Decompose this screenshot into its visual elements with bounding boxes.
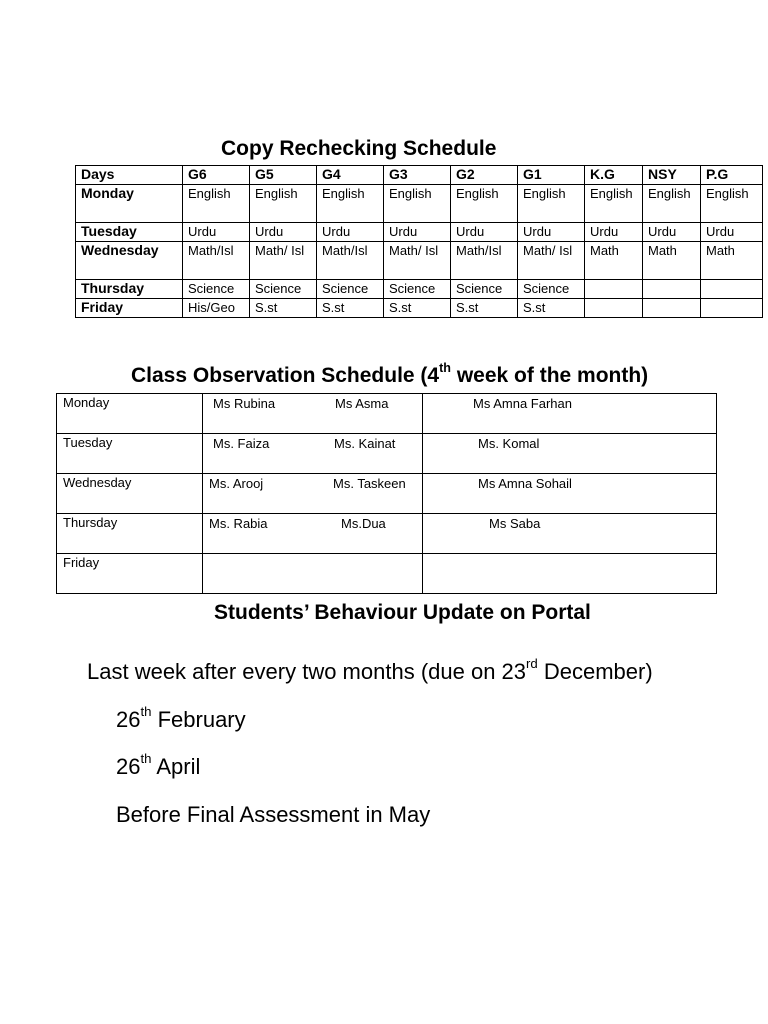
line-text: 26 [116, 707, 141, 732]
subject-cell: Urdu [518, 223, 585, 242]
subject-cell: English [643, 185, 701, 223]
subject-cell [643, 299, 701, 318]
header-cell: G2 [451, 166, 518, 185]
copy-rechecking-table [75, 165, 763, 318]
day-cell: Thursday [76, 280, 183, 299]
subject-cell: Urdu [384, 223, 451, 242]
header-row [76, 166, 763, 185]
title-text: week of the month) [451, 364, 649, 387]
observer-name: Ms. Faiza [213, 436, 270, 451]
table-row [57, 394, 717, 434]
subject-cell [701, 280, 763, 299]
copy-rechecking-title: Copy Rechecking Schedule [221, 137, 497, 160]
header-cell: G3 [384, 166, 451, 185]
observer-name: Ms Amna Farhan [473, 396, 572, 411]
line-sup: th [140, 704, 152, 719]
day-cell: Friday [76, 299, 183, 318]
observer-cell [203, 474, 423, 514]
observer-name: Ms. Arooj [209, 476, 264, 491]
title-text: Class Observation Schedule (4 [131, 364, 440, 387]
subject-cell: English [250, 185, 317, 223]
table-row [76, 242, 763, 280]
subject-cell: Math/ Isl [518, 242, 585, 280]
observer-cell [423, 554, 717, 594]
subject-cell [585, 280, 643, 299]
subject-cell: S.st [451, 299, 518, 318]
line-text: December) [537, 659, 653, 684]
subject-cell [643, 280, 701, 299]
observer-name: Ms. Rabia [209, 516, 268, 531]
table-row [57, 474, 717, 514]
observer-name: Ms Asma [335, 396, 389, 411]
subject-cell: S.st [518, 299, 585, 318]
observer-cell [203, 514, 423, 554]
header-cell: G6 [183, 166, 250, 185]
subject-cell: English [384, 185, 451, 223]
subject-cell: English [451, 185, 518, 223]
observer-cell [203, 554, 423, 594]
subject-cell: Science [518, 280, 585, 299]
class-observation-table [56, 393, 717, 594]
line-text: February [151, 707, 246, 732]
subject-cell: Math/ Isl [384, 242, 451, 280]
subject-cell: Math [585, 242, 643, 280]
subject-cell: Urdu [643, 223, 701, 242]
subject-cell: Urdu [250, 223, 317, 242]
subject-cell: Math/Isl [183, 242, 250, 280]
day-cell: Thursday [57, 514, 203, 554]
observer-name: Ms Amna Sohail [478, 476, 572, 491]
header-cell: Days [76, 166, 183, 185]
header-cell: G4 [317, 166, 384, 185]
subject-cell: Math [701, 242, 763, 280]
title-sup: th [439, 361, 451, 375]
day-cell: Wednesday [57, 474, 203, 514]
line-sup: rd [526, 656, 538, 671]
behaviour-line: Before Final Assessment in May [116, 802, 431, 827]
header-cell: K.G [585, 166, 643, 185]
behaviour-line [116, 751, 201, 780]
observer-cell [423, 474, 717, 514]
line-text: Last week after every two months (due on 23 [87, 659, 527, 684]
observer-name: Ms.Dua [341, 516, 386, 531]
observer-cell [423, 434, 717, 474]
subject-cell: S.st [250, 299, 317, 318]
subject-cell: Science [317, 280, 384, 299]
behaviour-line [116, 704, 246, 733]
behaviour-line [87, 656, 653, 685]
subject-cell: Math/Isl [317, 242, 384, 280]
subject-cell: S.st [384, 299, 451, 318]
observer-name: Ms. Komal [478, 436, 540, 451]
table-row [57, 514, 717, 554]
subject-cell [585, 299, 643, 318]
subject-cell: Urdu [701, 223, 763, 242]
day-cell: Tuesday [57, 434, 203, 474]
table-row [57, 554, 717, 594]
day-cell: Monday [57, 394, 203, 434]
subject-cell [701, 299, 763, 318]
subject-cell: English [183, 185, 250, 223]
line-text: 26 [116, 754, 141, 779]
table-row [76, 299, 763, 318]
subject-cell: Science [183, 280, 250, 299]
table-row [76, 223, 763, 242]
header-cell: G1 [518, 166, 585, 185]
line-sup: th [140, 751, 152, 766]
table-row [57, 434, 717, 474]
day-cell: Monday [76, 185, 183, 223]
header-cell: P.G [701, 166, 763, 185]
observer-cell [203, 394, 423, 434]
subject-cell: Science [451, 280, 518, 299]
day-cell: Tuesday [76, 223, 183, 242]
subject-cell: English [701, 185, 763, 223]
day-cell: Friday [57, 554, 203, 594]
subject-cell: Math/Isl [451, 242, 518, 280]
class-observation-title [131, 361, 649, 388]
subject-cell: Urdu [585, 223, 643, 242]
subject-cell: Science [250, 280, 317, 299]
observer-cell [203, 434, 423, 474]
line-text: April [151, 754, 201, 779]
subject-cell: Math [643, 242, 701, 280]
observer-name: Ms Rubina [213, 396, 276, 411]
subject-cell: Urdu [183, 223, 250, 242]
behaviour-title: Students’ Behaviour Update on Portal [214, 601, 591, 624]
observer-cell [423, 394, 717, 434]
table-row [76, 280, 763, 299]
subject-cell: Science [384, 280, 451, 299]
subject-cell: His/Geo [183, 299, 250, 318]
subject-cell: Urdu [317, 223, 384, 242]
subject-cell: Math/ Isl [250, 242, 317, 280]
observer-name: Ms Saba [489, 516, 541, 531]
table-row [76, 185, 763, 223]
observer-cell [423, 514, 717, 554]
subject-cell: English [317, 185, 384, 223]
subject-cell: English [585, 185, 643, 223]
observer-name: Ms. Taskeen [333, 476, 406, 491]
day-cell: Wednesday [76, 242, 183, 280]
header-cell: G5 [250, 166, 317, 185]
observer-name: Ms. Kainat [334, 436, 396, 451]
subject-cell: Urdu [451, 223, 518, 242]
header-cell: NSY [643, 166, 701, 185]
subject-cell: S.st [317, 299, 384, 318]
subject-cell: English [518, 185, 585, 223]
